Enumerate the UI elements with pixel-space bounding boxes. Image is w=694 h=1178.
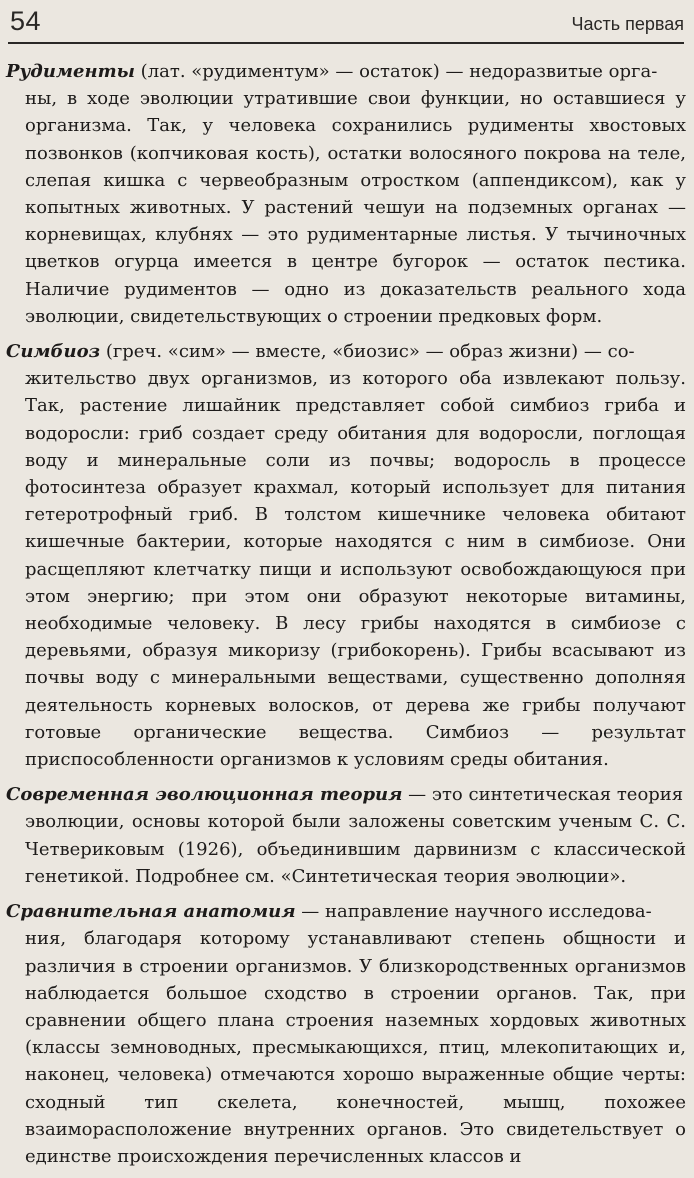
- entry-term: Симбиоз: [6, 341, 101, 363]
- page-header: [8, 6, 684, 44]
- entry-body: эволюции, основы которой были заложены советским ученым С. С. Четвериковым (1926), объединившим дарвинизм с классической генетикой. Подробнее см. «Синтетическая теория эволюции».: [25, 811, 686, 887]
- page-number: 54: [10, 6, 42, 36]
- entry-comparative-anatomy: [6, 898, 686, 1170]
- entry-definition: — это синтетическая теория: [402, 784, 684, 806]
- entry-definition: — направление научного исследова-: [295, 901, 652, 923]
- entry-body: ния, благодаря которому устанавливают степень общности и различия в строении организмов. У близкородственных организмов наблюдается большое сходство в строении органов. Так, при сравнении общего плана строения наземных хордовых животных (классы земноводных, пресмыкающихся, птиц, млекопитающих и, наконец, человека) отмечаются хорошо выраженные общие черты: сходный тип скелета, конечностей, мышц, похожее взаиморасположение внутренних органов. Это свидетельствует о единстве происхождения перечисленных классов и: [25, 928, 686, 1167]
- entry-body: ны, в ходе эволюции утратившие свои функции, но оставшиеся у организма. Так, у человека сохранились рудименты хвостовых позвонков (копчиковая кость), остатки волосяного покрова на теле, слепая кишка с червеобразным отростком (аппендиксом), как у копытных животных. У растений чешуи на подземных органах — корневищах, клубнях — это рудиментарные листья. У тычиночных цветков огурца имеется в центре бугорок — остаток пестика. Наличие рудиментов — одно из доказательств реального хода эволюции, свидетельствующих о строении предковых форм.: [25, 88, 686, 327]
- entry-body: жительство двух организмов, из которого оба извлекают пользу. Так, растение лишайник представляет собой симбиоз гриба и водоросли: гриб создает среду обитания для водоросли, поглощая воду и минеральные соли из почвы; водоросль в процессе фотосинтеза образует крахмал, который использует для питания гетеротрофный гриб. В толстом кишечнике человека обитают кишечные бактерии, которые находятся с ним в симбиозе. Они расщепляют клетчатку пищи и используют освобождающуюся при этом энергию; при этом они образуют некоторые витамины, необходимые человеку. В лесу грибы находятся в симбиозе с деревьями, образуя микоризу (грибокорень). Грибы всасывают из почвы воду с минеральными веществами, существенно дополняя деятельность корневых волосков, от дерева же грибы получают готовые органические вещества. Симбиоз — результат приспособленности организмов к условиям среды обитания.: [25, 368, 686, 771]
- entry-modern-evolutionary-theory: [6, 781, 686, 890]
- entry-term: Сравнительная анатомия: [6, 901, 296, 923]
- entry-term: Рудименты: [6, 61, 135, 82]
- entry-rudiments: [6, 58, 686, 330]
- page-content: [6, 58, 686, 1178]
- entry-symbiosis: [6, 338, 686, 773]
- section-title: Часть первая: [571, 14, 684, 34]
- entry-definition: (лат. «рудиментум» — остаток) — недоразвитые орга-: [134, 61, 658, 82]
- entry-definition: (греч. «сим» — вместе, «биозис» — образ жизни) — со-: [100, 341, 635, 363]
- entry-term: Современная эволюционная теория: [6, 784, 403, 806]
